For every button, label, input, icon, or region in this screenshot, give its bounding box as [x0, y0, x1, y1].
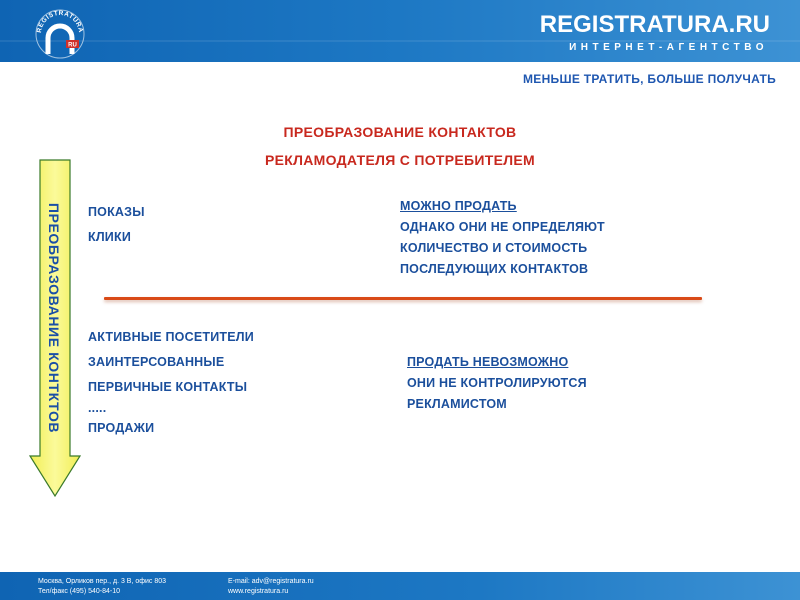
svg-text:REGISTRATURA	[36, 10, 84, 34]
list-item: АКТИВНЫЕ ПОСЕТИТЕЛИ	[88, 330, 254, 344]
top-right-line: ОДНАКО ОНИ НЕ ОПРЕДЕЛЯЮТ	[400, 220, 605, 234]
arrow-label: ПРЕОБРАЗОВАНИЕ КОНТКТОВ	[46, 202, 62, 434]
footer-site: www.registratura.ru	[228, 588, 289, 595]
bottom-right-block	[407, 352, 587, 415]
brand-title: REGISTRATURA.RU	[539, 11, 770, 38]
top-right-block	[400, 196, 605, 280]
footer-address: Москва, Орликов пер., д. 3 В, офис 803	[38, 578, 167, 585]
footer-contacts-left	[38, 577, 166, 597]
footer-email: E-mail: adv@registratura.ru	[228, 578, 314, 585]
top-right-line: КОЛИЧЕСТВО И СТОИМОСТЬ	[400, 241, 588, 255]
list-item: ПЕРВИЧНЫЕ КОНТАКТЫ	[88, 380, 248, 394]
list-item: ПРОДАЖИ	[88, 421, 155, 435]
top-right-line: ПОСЛЕДУЮЩИХ КОНТАКТОВ	[400, 262, 589, 276]
slide-title-line-1: ПРЕОБРАЗОВАНИЕ КОНТАКТОВ	[283, 124, 517, 140]
top-left-list	[88, 200, 145, 250]
logo-arc-text: REGISTRATURA	[35, 9, 85, 34]
header-bar	[0, 0, 800, 62]
list-item-clicks: КЛИКИ	[88, 230, 131, 244]
footer-phone: Тел/факс (495) 540-84-10	[38, 588, 121, 595]
bottom-right-line: РЕКЛАМИСТОМ	[407, 397, 507, 411]
footer-bar	[0, 572, 800, 600]
logo-badge-text: RU	[68, 42, 77, 49]
top-right-heading: МОЖНО ПРОДАТЬ	[400, 199, 517, 213]
bottom-left-list	[88, 325, 254, 441]
list-item: .....	[88, 401, 107, 415]
slide-title-line-2: РЕКЛАМОДАТЕЛЯ С ПОТРЕБИТЕЛЕМ	[265, 152, 535, 168]
tagline: МЕНЬШЕ ТРАТИТЬ, БОЛЬШЕ ПОЛУЧАТЬ	[522, 72, 776, 86]
footer-contacts-right	[228, 577, 314, 597]
list-item-shows: ПОКАЗЫ	[88, 205, 145, 219]
brand-subtitle: ИНТЕРНЕТ-АГЕНТСТВО	[569, 42, 768, 53]
bottom-right-line: ОНИ НЕ КОНТРОЛИРУЮТСЯ	[407, 376, 587, 390]
registratura-logo	[32, 4, 88, 60]
bottom-right-heading: ПРОДАТЬ НЕВОЗМОЖНО	[407, 355, 569, 369]
list-item: ЗАИНТЕРСОВАННЫЕ	[88, 355, 225, 369]
section-divider	[104, 297, 702, 300]
